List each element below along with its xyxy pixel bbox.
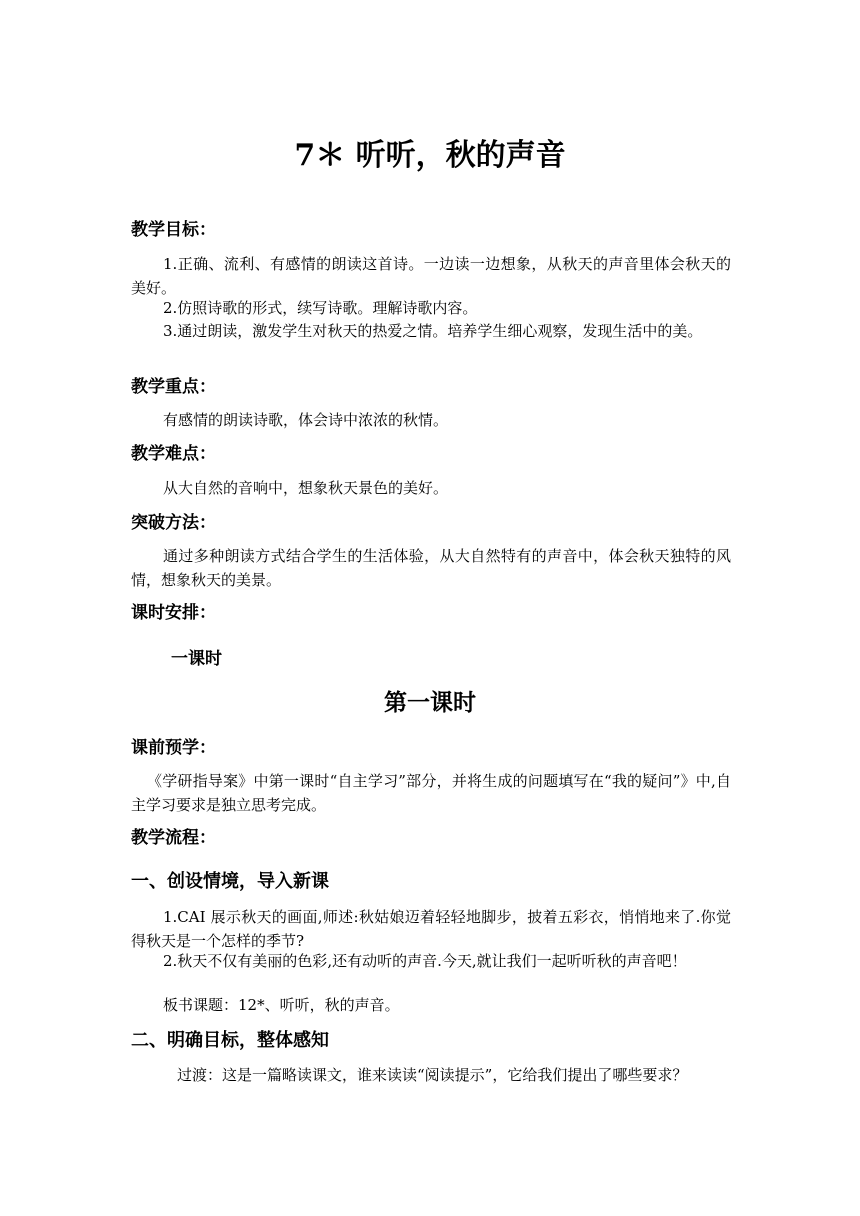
objective-item-3: 3.通过朗读，激发学生对秋天的热爱之情。培养学生细心观察，发现生活中的美。 bbox=[163, 322, 703, 340]
objective-item-1: 1.正确、流利、有感情的朗读这首诗。一边读一边想象，从秋天的声音里体会秋天的美好。 bbox=[131, 255, 731, 297]
section-1-heading: 一、创设情境，导入新课 bbox=[131, 871, 329, 892]
objective-item-2: 2.仿照诗歌的形式，续写诗歌。理解诗歌内容。 bbox=[163, 299, 478, 317]
key-points-heading: 教学重点： bbox=[131, 377, 216, 397]
schedule-heading: 课时安排： bbox=[131, 603, 216, 623]
methods-heading: 突破方法： bbox=[131, 513, 216, 533]
process-heading: 教学流程： bbox=[131, 828, 216, 848]
difficulties-text: 从大自然的音响中，想象秋天景色的美好。 bbox=[163, 479, 449, 497]
objectives-heading: 教学目标： bbox=[131, 220, 216, 240]
lesson-title: 第一课时 bbox=[384, 689, 476, 716]
preview-heading: 课前预学： bbox=[131, 738, 216, 758]
key-points-text: 有感情的朗读诗歌，体会诗中浓浓的秋情。 bbox=[163, 411, 449, 429]
preview-text: 《学研指导案》中第一课时“自主学习”部分，并将生成的问题填写在“我的疑问”》中,自主学习要求是独立思考完成。 bbox=[131, 772, 731, 814]
section-2-text: 过渡：这是一篇略读课文，谁来读读“阅读提示”，它给我们提出了哪些要求？ bbox=[177, 1066, 688, 1084]
difficulties-heading: 教学难点： bbox=[131, 444, 216, 464]
section-1-item-3: 板书课题：12*、听听，秋的声音。 bbox=[163, 996, 400, 1014]
schedule-text: 一课时 bbox=[171, 649, 222, 669]
section-1-item-2: 2.秋天不仅有美丽的色彩,还有动听的声音.今天,就让我们一起听听秋的声音吧！ bbox=[163, 952, 687, 970]
section-2-heading: 二、明确目标，整体感知 bbox=[131, 1030, 329, 1051]
document-title: 7＊ 听听，秋的声音 bbox=[294, 138, 566, 173]
methods-text: 通过多种朗读方式结合学生的生活体验，从大自然特有的声音中，体会秋天独特的风情，想象秋天的美景。 bbox=[131, 547, 731, 589]
section-1-item-1: 1.CAI 展示秋天的画面,师述:秋姑娘迈着轻轻地脚步，披着五彩衣，悄悄地来了.你觉得秋天是一个怎样的季节? bbox=[131, 908, 731, 950]
